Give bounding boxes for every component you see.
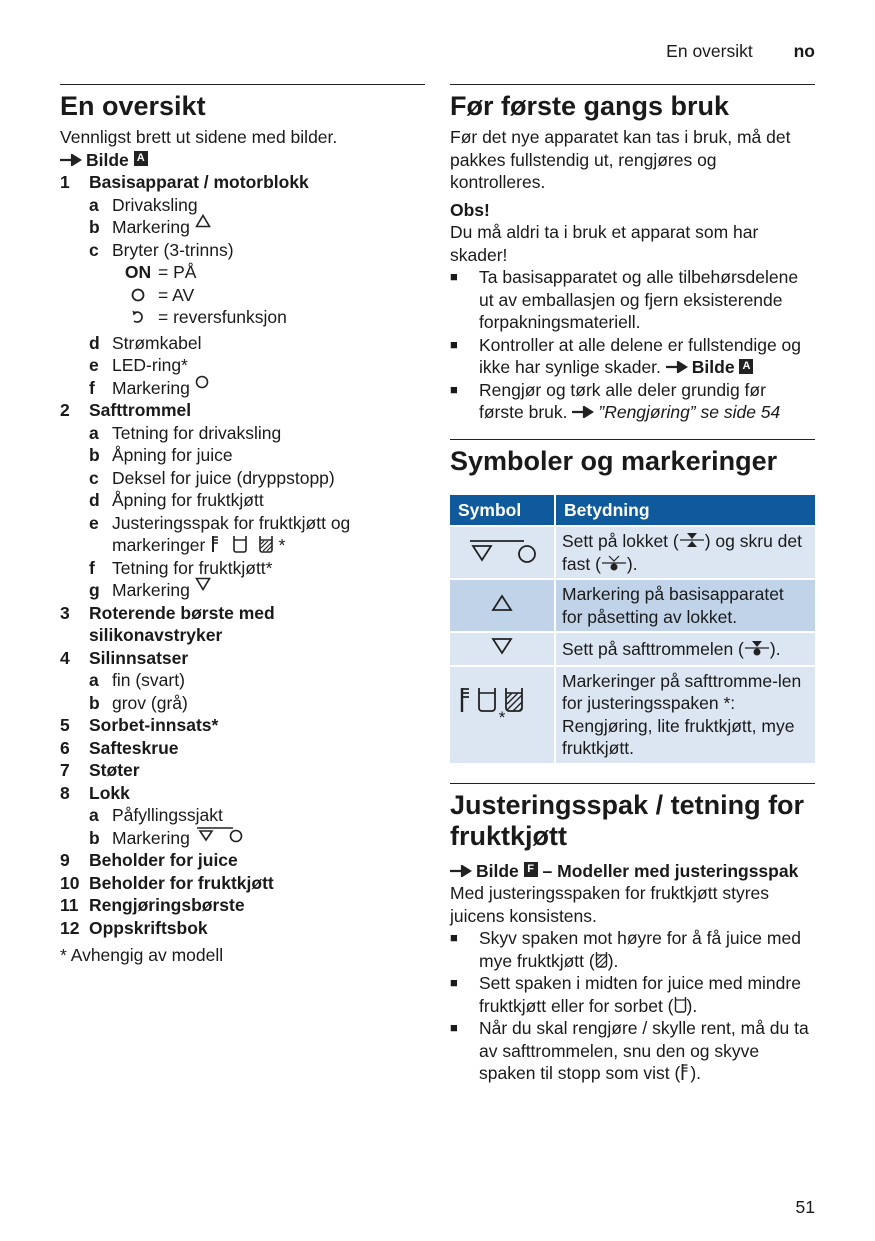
list-item: 2 Safttrommel [60, 400, 192, 420]
lock-twist-icon [601, 554, 627, 572]
lid-on-icon [464, 535, 540, 565]
list-item: 3 Roterende børste med silikonavstryker [60, 602, 275, 645]
figure-reference: Bilde F – Modeller med justeringsspak [450, 860, 815, 883]
drum-align-icon [744, 639, 770, 657]
list-subitem: b Markering [60, 827, 425, 850]
cross-reference: ”Rengjøring” se side 54 [598, 402, 781, 422]
overview-column [60, 84, 425, 967]
list-subitem: f Tetning for fruktkjøtt* [89, 557, 273, 578]
lock-align-icon [679, 531, 705, 549]
list-item: ■ Ta basisapparatet og alle tilbehørsdelene ut av emballasjen og fjern eksisterende forpakningsmateriell. [450, 267, 799, 332]
first-use-title: Før første gangs bruk [450, 91, 730, 121]
switch-position: ON = PÅ [124, 262, 197, 282]
switch-position: = reversfunksjon [60, 306, 425, 329]
table-header-meaning: Betydning [556, 495, 815, 526]
triangle-up-icon [490, 593, 514, 613]
table-row: Sett på safttrommelen ( ). [450, 631, 815, 665]
symbols-title: Symboler og markeringer [450, 445, 778, 476]
pulp-clean-icon [680, 1063, 690, 1081]
arrow-right-icon [666, 361, 688, 373]
list-item: 4 Silinnsatser [60, 647, 189, 668]
overview-title: En oversikt [60, 91, 206, 121]
section-rule [450, 439, 815, 440]
warning-label: Obs! [450, 199, 490, 220]
list-item: ■ Kontroller at alle delene er fullstendige og ikke har synlige skader. Bilde A [450, 334, 802, 377]
section-rule [450, 84, 815, 85]
list-subitem: g Markering [60, 579, 425, 602]
symbols-table [450, 495, 815, 763]
list-item: ■ Når du skal rengjøre / skylle rent, må du ta av safttrommelen, snu den og skyve spaken til stopp som vist ( ). [450, 1018, 809, 1083]
right-column [450, 84, 815, 1085]
list-subitem: a Drivaksling [89, 194, 198, 215]
arrow-right-icon [450, 865, 472, 877]
pulp-lever-much-icon [258, 535, 274, 553]
triangle-down-icon [490, 636, 514, 656]
figure-reference: Bilde A [60, 149, 425, 172]
arrow-right-icon [60, 154, 82, 166]
header-language: no [793, 41, 815, 61]
pulp-lever-little-icon [232, 535, 248, 553]
section-rule [450, 783, 815, 784]
page-number: 51 [795, 1197, 815, 1217]
pulp-lever-clean-icon [210, 535, 222, 553]
footnote: * Avhengig av modell [60, 945, 224, 965]
list-item: ■ Rengjør og tørk alle deler grundig før første bruk. ”Rengjøring” se side 54 [450, 379, 781, 422]
adjustment-title: Justeringsspak / tetning for fruktkjøtt [450, 789, 805, 851]
adjustment-paragraph: Med justeringsspaken for fruktkjøtt styres juicens konsistens. [450, 883, 769, 926]
list-subitem: a Tetning for drivaksling [89, 422, 282, 443]
list-item: 7 Støter [60, 760, 140, 780]
pulp-little-icon [674, 996, 687, 1014]
list-item: ■ Sett spaken i midten for juice med mindre fruktkjøtt eller for sorbet ( ). [450, 973, 801, 1016]
figure-letter-box: F [524, 862, 538, 877]
circle-marking-icon [195, 375, 209, 389]
figure-letter-box: A [739, 359, 753, 374]
table-row: * Markeringer på safttromme-len for justeringsspaken *: Rengjøring, lite fruktkjøtt, mye fruktkjøtt. [450, 665, 815, 763]
figure-letter-box: A [134, 151, 148, 166]
pulp-much-icon [595, 951, 608, 969]
circle-off-icon [131, 288, 145, 302]
list-subitem: a fin (svart) [89, 670, 185, 690]
warning-text: Du må aldri ta i bruk et apparat som har skader! [450, 222, 759, 265]
running-header [666, 40, 815, 63]
triangle-up-icon [195, 214, 211, 228]
list-subitem: d Strømkabel [89, 332, 202, 353]
list-item: 9 Beholder for juice [60, 850, 238, 870]
list-item: ■ Skyv spaken mot høyre for å få juice med mye fruktkjøtt ( ). [450, 928, 801, 971]
table-row: Markering på basisapparatet for påsetting av lokket. [450, 578, 815, 631]
list-subitem: b grov (grå) [89, 692, 188, 713]
list-item: 6 Safteskrue [60, 737, 179, 758]
overview-intro: Vennligst brett ut sidene med bilder. [60, 127, 338, 147]
list-subitem: b Markering [60, 216, 425, 239]
header-section: En oversikt [666, 41, 753, 61]
table-header-symbol: Symbol [450, 495, 556, 526]
list-subitem: b Åpning for juice [89, 445, 233, 465]
list-subitem: a Påfyllingssjakt [89, 805, 223, 825]
list-subitem: e LED-ring* [89, 355, 188, 375]
list-item: 5 Sorbet-innsats* [60, 715, 219, 735]
list-subitem: c Deksel for juice (dryppstopp) [89, 467, 335, 488]
reverse-icon [131, 309, 145, 325]
list-subitem: e Justeringsspak for fruktkjøtt og markeringer * [89, 512, 351, 555]
section-rule [60, 84, 425, 85]
arrow-right-icon [572, 406, 594, 418]
list-subitem: d Åpning for fruktkjøtt [89, 490, 264, 510]
list-item: 8 Lokk [60, 782, 130, 803]
table-row: Sett på lokket ( ) og skru det fast ( ). [450, 525, 815, 578]
list-item: 10 Beholder for fruktkjøtt [60, 872, 274, 893]
switch-position: = AV [60, 284, 425, 307]
list-item: 1 Basisapparat / motorblokk [60, 172, 309, 192]
list-item: 11 Rengjøringsbørste [60, 895, 245, 915]
list-subitem: c Bryter (3-trinns) [89, 239, 234, 260]
triangle-down-icon [195, 577, 211, 591]
first-use-paragraph: Før det nye apparatet kan tas i bruk, må det pakkes fullstendig ut, rengjøres og kontrolleres. [450, 127, 791, 192]
list-item: 12 Oppskriftsbok [60, 917, 208, 938]
list-subitem: f Markering [60, 377, 425, 400]
lid-marking-icon [195, 825, 245, 843]
